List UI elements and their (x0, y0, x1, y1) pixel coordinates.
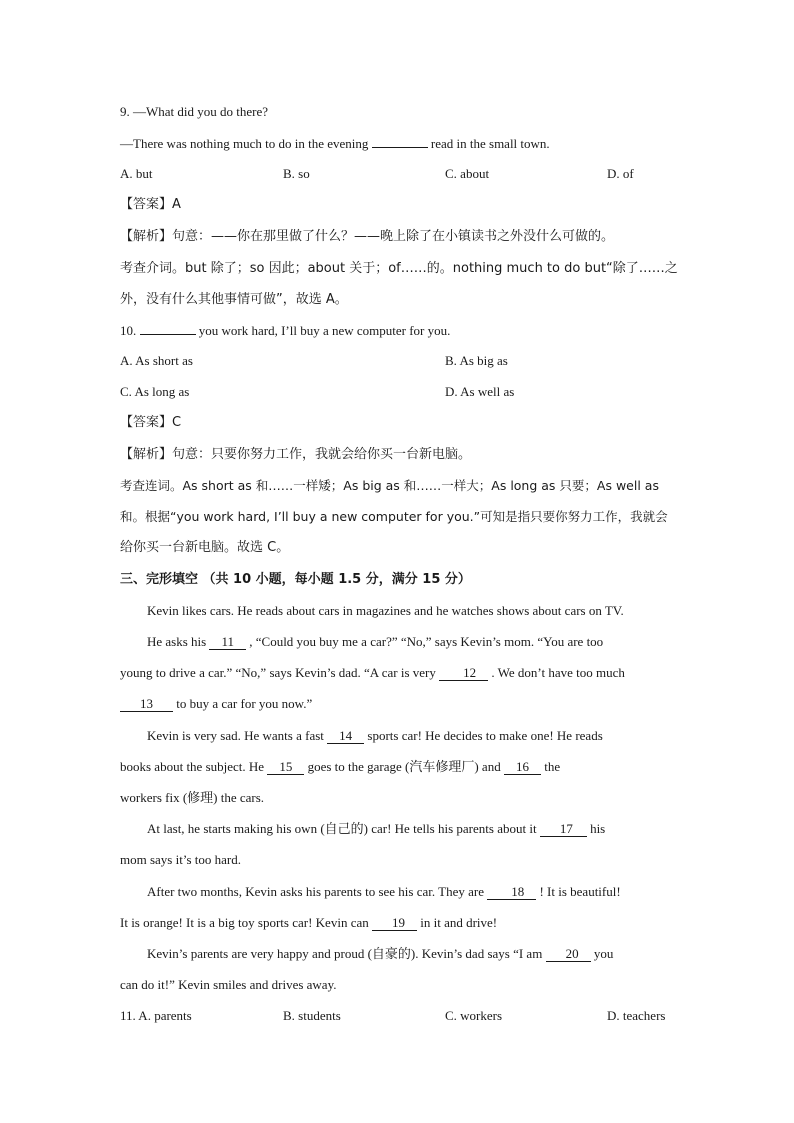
q10-option-a: A. As short as (120, 353, 193, 368)
q10-number: 10. (120, 323, 137, 338)
passage-text: goes to the garage (汽车修理厂) and (307, 759, 501, 774)
passage-text: books about the subject. He (120, 759, 265, 774)
passage-line-1: Kevin likes cars. He reads about cars in magazines and he watches shows about cars on TV. (147, 603, 624, 618)
passage-line-2 (147, 634, 674, 650)
passage-line-13: can do it!” Kevin smiles and drives away. (120, 977, 337, 992)
q11-option-a: 11. A. parents (120, 1008, 192, 1023)
q10-stem (120, 322, 674, 339)
blank-19: 19 (372, 915, 417, 931)
blank-14: 14 (327, 728, 364, 744)
passage-line-6 (120, 759, 674, 775)
blank-17: 17 (540, 821, 587, 837)
passage-line-3 (120, 665, 674, 681)
blank-11: 11 (209, 634, 246, 650)
q11-option-d: D. teachers (607, 1008, 666, 1023)
q9-option-d: D. of (607, 166, 634, 181)
passage-text: Kevin’s parents are very happy and proud (自豪的). Kevin’s dad says “I am (147, 946, 543, 961)
answer-blank (140, 322, 196, 335)
passage-text: ! It is beautiful! (539, 884, 621, 899)
q11-option-c: C. workers (445, 1008, 503, 1023)
blank-13: 13 (120, 696, 173, 712)
passage-text: After two months, Kevin asks his parents to see his car. They are (147, 884, 484, 899)
q10-option-c: C. As long as (120, 384, 190, 399)
q10-analysis-4: 给你买一台新电脑。故选 C。 (120, 540, 290, 555)
blank-20: 20 (546, 946, 591, 962)
q9-option-c: C. about (445, 166, 490, 181)
blank-16: 16 (504, 759, 541, 775)
passage-text: you (593, 946, 614, 961)
q10-option-b: B. As big as (445, 353, 508, 368)
passage-line-9: mom says it’s too hard. (120, 852, 241, 867)
q10-analysis-3: 和。根据“you work hard, I’ll buy a new computer for you.”可知是指只要你努力工作，我就会 (120, 509, 668, 524)
q11-option-b: B. students (283, 1008, 341, 1023)
passage-line-4 (120, 696, 674, 712)
q10-analysis-2: 考查连词。As short as 和……一样矮；As big as 和……一样大；As long as 只要；As well as (120, 478, 659, 493)
passage-text: He asks his (147, 634, 207, 649)
q9-analysis-2: 考查介词。but 除了；so 因此；about 关于；of……的。nothing much to do but“除了……之 (120, 261, 678, 276)
q10-answer: 【答案】C (120, 415, 182, 430)
passage-text: , “Could you buy me a car?” “No,” says Kevin’s mom. “You are too (249, 634, 604, 649)
passage-text: his (590, 821, 606, 836)
passage-text: to buy a car for you now.” (176, 696, 313, 711)
passage-text: young to drive a car.” “No,” says Kevin’s dad. “A car is very (120, 665, 436, 680)
passage-line-12 (147, 946, 674, 962)
passage-text: in it and drive! (420, 915, 498, 930)
passage-text: It is orange! It is a big toy sports car! Kevin can (120, 915, 369, 930)
q9-line2-after: read in the small town. (430, 136, 550, 151)
passage-line-11 (120, 915, 674, 931)
q9-analysis-1: 【解析】句意：——你在那里做了什么？——晚上除了在小镇读书之外没什么可做的。 (120, 229, 615, 244)
blank-12: 12 (439, 665, 488, 681)
q9-option-a: A. but (120, 166, 153, 181)
passage-line-8 (147, 821, 674, 837)
section-heading: 三、完形填空 （共 10 小题，每小题 1.5 分，满分 15 分） (120, 572, 471, 587)
passage-line-10 (147, 884, 674, 900)
blank-15: 15 (267, 759, 304, 775)
q9-option-b: B. so (283, 166, 310, 181)
passage-text: sports car! He decides to make one! He reads (367, 728, 603, 743)
q9-stem: 9. —What did you do there? (120, 104, 269, 119)
q9-analysis-3: 外，没有什么其他事情可做”，故选 A。 (120, 292, 348, 307)
passage-text: . We don’t have too much (491, 665, 625, 680)
q10-stem-text: you work hard, I’ll buy a new computer for you. (198, 323, 451, 338)
q9-line2-before: —There was nothing much to do in the evening (120, 136, 369, 151)
passage-line-7: workers fix (修理) the cars. (120, 790, 265, 805)
answer-blank (372, 135, 428, 148)
passage-line-5 (147, 728, 674, 744)
q10-option-d: D. As well as (445, 384, 515, 399)
q9-answer: 【答案】A (120, 197, 181, 212)
passage-text: the (544, 759, 561, 774)
q10-analysis-1: 【解析】句意：只要你努力工作，我就会给你买一台新电脑。 (120, 447, 472, 462)
passage-text: At last, he starts making his own (自己的) car! He tells his parents about it (147, 821, 537, 836)
q9-line2 (120, 135, 674, 152)
blank-18: 18 (487, 884, 536, 900)
passage-text: Kevin is very sad. He wants a fast (147, 728, 324, 743)
